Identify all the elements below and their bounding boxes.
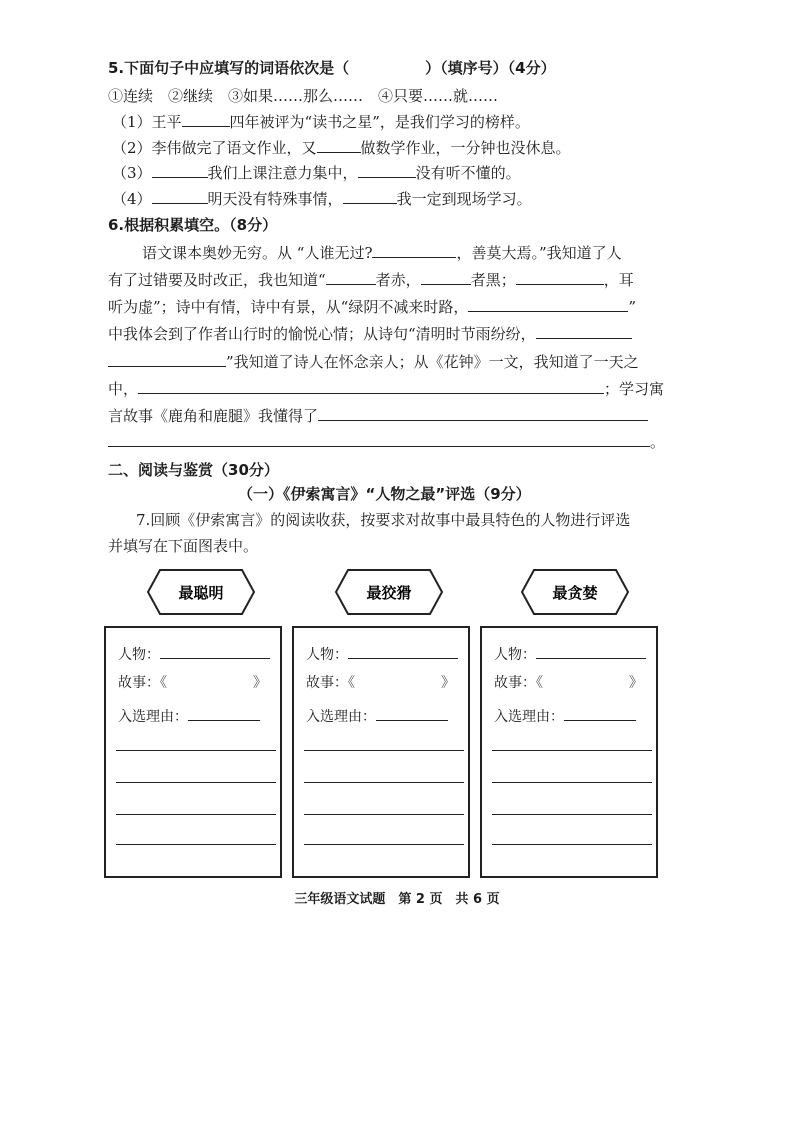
- q6-line-7: [108, 404, 648, 428]
- q6-l7-blank[interactable]: [318, 404, 648, 421]
- card-reason-row: [118, 704, 260, 726]
- q5-s4-blank-2[interactable]: [343, 187, 397, 204]
- card-answer-line[interactable]: [492, 844, 652, 845]
- q5-s2-a: （2）李伟做完了语文作业，又: [112, 139, 317, 157]
- q6-l2-b: 者赤，: [375, 271, 421, 289]
- card-story-row: [494, 672, 643, 692]
- q6-l4-blank[interactable]: [536, 322, 632, 339]
- section-2-title: 二、阅读与鉴赏（30分）: [108, 461, 279, 479]
- q5-s3-b: 我们上课注意力集中，: [207, 164, 358, 182]
- card-story-row: [306, 672, 455, 692]
- card-answer-line[interactable]: [492, 814, 652, 815]
- q6-l5-a: ”我知道了诗人在怀念亲人；从《花钟》一文，我知道了一天之: [226, 353, 639, 371]
- q6-l1-b: ，善莫大焉。”我知道了人: [456, 244, 622, 262]
- card-answer-line[interactable]: [304, 782, 464, 783]
- q6-l7-a: 言故事《鹿角和鹿腿》我懂得了: [108, 407, 319, 425]
- q5-s1-a: （1）王平: [112, 113, 182, 131]
- q5-s4-c: 我一定到现场学习。: [396, 190, 532, 208]
- card-reason-row: [494, 704, 636, 726]
- card-person-label: 人物：: [118, 647, 160, 663]
- q5-s3-blank-1[interactable]: [152, 161, 208, 178]
- card-reason-blank[interactable]: [564, 704, 636, 721]
- q7-line-1: 7.回顾《伊索寓言》的阅读收获，按要求对故事中最具特色的人物进行评选: [136, 511, 631, 529]
- card-reason-blank[interactable]: [188, 704, 260, 721]
- q5-sentence-4: [112, 187, 532, 211]
- q6-l3-b: ”: [628, 298, 637, 316]
- q6-title: 6.根据积累填空。（8分）: [108, 216, 278, 234]
- q6-l2-c: 者黑；: [470, 271, 516, 289]
- card-cunning: [292, 626, 470, 878]
- hex-label-smartest: [146, 568, 256, 616]
- q5-s2-b: 做数学作业，一分钟也没休息。: [360, 139, 571, 157]
- q6-l2-a: 有了过错要及时改正，我也知道“: [108, 271, 326, 289]
- q5-s3-c: 没有听不懂的。: [415, 164, 521, 182]
- q5-title-tail: ）（填序号）（4分）: [425, 59, 556, 77]
- card-story-close: 》: [629, 675, 643, 691]
- card-answer-line[interactable]: [116, 750, 276, 751]
- q6-l8-blank[interactable]: [108, 430, 650, 447]
- q5-s1-blank[interactable]: [182, 110, 230, 127]
- card-person-blank[interactable]: [348, 642, 458, 659]
- card-reason-label: 入选理由：: [118, 709, 188, 725]
- card-answer-line[interactable]: [304, 844, 464, 845]
- q6-l6-b: ；学习寓: [604, 380, 665, 398]
- q6-l6-blank[interactable]: [138, 377, 604, 394]
- card-smartest: [104, 626, 282, 878]
- q6-l2-blank-1[interactable]: [326, 268, 376, 285]
- q5-s4-a: （4）: [112, 190, 152, 208]
- q5-title: [108, 56, 556, 80]
- q5-sentence-2: [112, 136, 571, 160]
- card-person-row: [118, 642, 270, 664]
- q6-l2-blank-2[interactable]: [421, 268, 471, 285]
- q5-s2-blank[interactable]: [317, 136, 361, 153]
- q5-s4-b: 明天没有特殊事情，: [207, 190, 343, 208]
- card-person-label: 人物：: [494, 647, 536, 663]
- card-answer-line[interactable]: [116, 782, 276, 783]
- card-reason-blank[interactable]: [376, 704, 448, 721]
- q6-line-5: [108, 350, 639, 374]
- hex-text: 最聪明: [178, 584, 224, 602]
- card-story-close: 》: [253, 675, 267, 691]
- q6-line-8: [108, 430, 665, 454]
- card-person-blank[interactable]: [160, 642, 270, 659]
- q5-sentence-3: [112, 161, 521, 185]
- q6-l3-a: 听为虚”；诗中有情，诗中有景，从“绿阴不减来时路，: [108, 298, 469, 316]
- q5-options: ①连续 ②继续 ③如果……那么…… ④只要……就……: [108, 87, 499, 105]
- hex-text: 最贪婪: [552, 584, 598, 602]
- card-story-open: 故事：《: [118, 675, 167, 691]
- q6-l2-d: ，耳: [603, 271, 634, 289]
- hex-label-cunning: [334, 568, 444, 616]
- card-answer-line[interactable]: [304, 814, 464, 815]
- section-2-subtitle: （一）《伊索寓言》“人物之最”评选（9分）: [238, 485, 531, 503]
- q6-l1-blank[interactable]: [372, 241, 456, 258]
- card-reason-label: 入选理由：: [306, 709, 376, 725]
- page-footer: 三年级语文试题 第 2 页 共 6 页: [294, 892, 500, 907]
- card-answer-line[interactable]: [116, 814, 276, 815]
- q6-l6-a: 中，: [108, 380, 139, 398]
- q6-l5-blank[interactable]: [108, 350, 226, 367]
- q6-l2-blank-3[interactable]: [516, 268, 604, 285]
- q6-line-4: [108, 322, 632, 346]
- card-answer-line[interactable]: [492, 750, 652, 751]
- q7-line-2: 并填写在下面图表中。: [108, 537, 259, 555]
- card-answer-line[interactable]: [304, 750, 464, 751]
- hex-text: 最狡猾: [366, 584, 412, 602]
- card-person-row: [494, 642, 646, 664]
- hex-label-greedy: [520, 568, 630, 616]
- card-person-blank[interactable]: [536, 642, 646, 659]
- card-story-row: [118, 672, 267, 692]
- q5-s1-b: 四年被评为“读书之星”，是我们学习的榜样。: [229, 113, 530, 131]
- card-story-close: 》: [441, 675, 455, 691]
- card-person-row: [306, 642, 458, 664]
- q5-s4-blank-1[interactable]: [152, 187, 208, 204]
- card-story-open: 故事：《: [494, 675, 543, 691]
- q5-s3-blank-2[interactable]: [358, 161, 416, 178]
- q5-title-text: 5.下面句子中应填写的词语依次是（: [108, 59, 350, 77]
- q6-line-3: [108, 295, 636, 319]
- card-person-label: 人物：: [306, 647, 348, 663]
- q5-s3-a: （3）: [112, 164, 152, 182]
- q6-line-1: [142, 241, 622, 265]
- q6-l4-a: 中我体会到了作者山行时的愉悦心情；从诗句“清明时节雨纷纷，: [108, 325, 536, 343]
- card-greedy: [480, 626, 658, 878]
- card-answer-line[interactable]: [492, 782, 652, 783]
- card-story-open: 故事：《: [306, 675, 355, 691]
- card-answer-line[interactable]: [116, 844, 276, 845]
- q6-line-6: [108, 377, 664, 401]
- card-reason-label: 入选理由：: [494, 709, 564, 725]
- q5-sentence-1: [112, 110, 530, 134]
- card-reason-row: [306, 704, 448, 726]
- q6-l8-end: 。: [650, 433, 666, 451]
- q6-l1-a: 语文课本奥妙无穷。从 “人谁无过?: [142, 244, 373, 262]
- q6-line-2: [108, 268, 634, 292]
- q6-l3-blank[interactable]: [468, 295, 628, 312]
